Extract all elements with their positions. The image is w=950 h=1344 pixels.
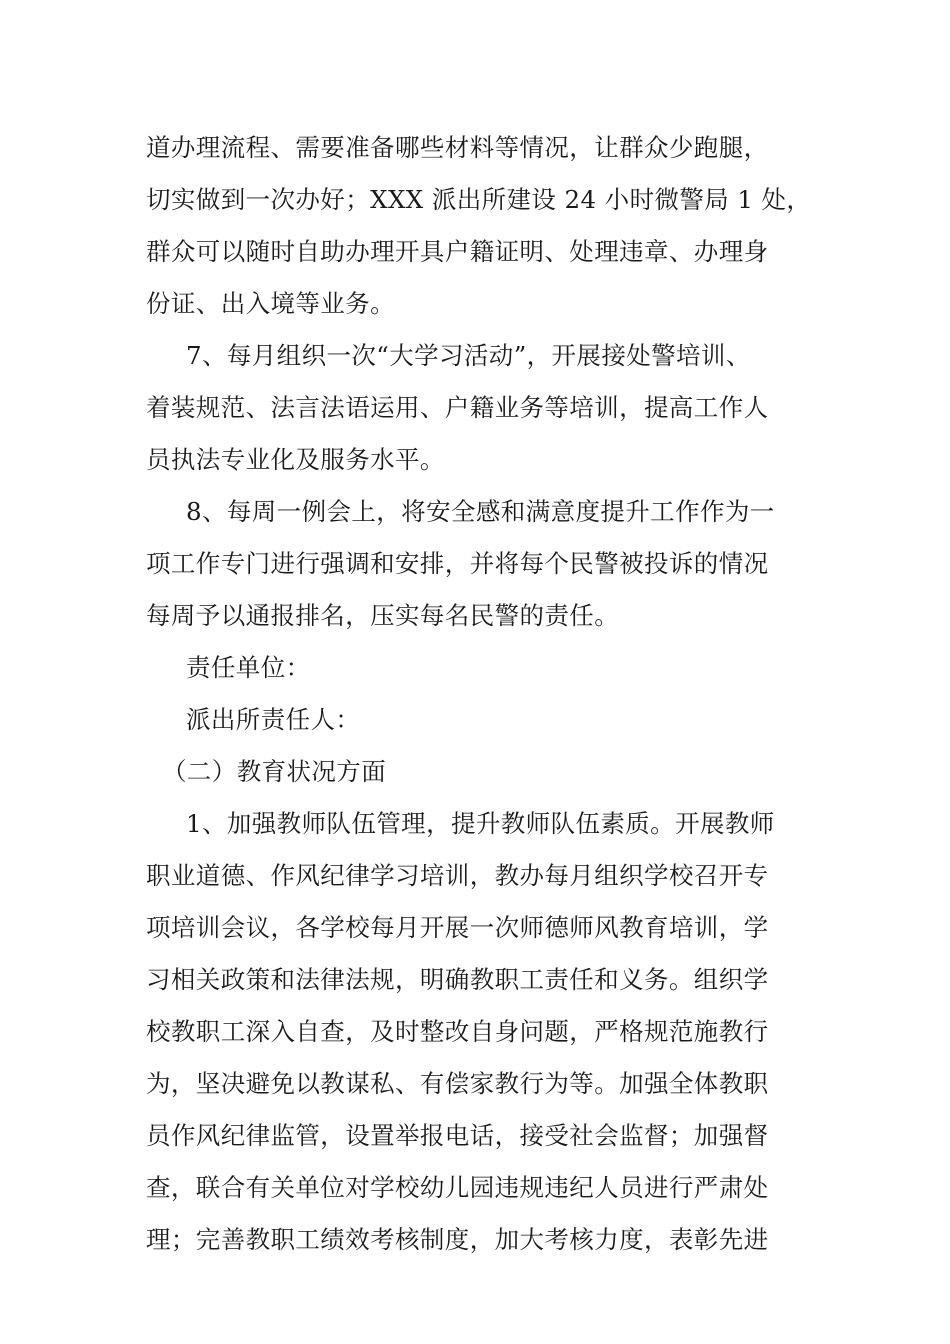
text-line-6: 着装规范、法言法语运用、户籍业务等培训，提高工作人	[146, 393, 769, 422]
text-line-3: 群众可以随时自助办理开具户籍证明、处理违章、办理身	[146, 237, 769, 266]
text-line-18: 校教职工深入自查，及时整改自身问题，严格规范施教行	[146, 1017, 769, 1046]
text-line-4: 份证、出入境等业务。	[146, 289, 395, 318]
paragraph-8-start: 8、每周一例会上，将安全感和满意度提升工作作为一	[186, 497, 775, 526]
text-line-7: 员执法专业化及服务水平。	[146, 445, 445, 474]
text-line-16: 项培训会议，各学校每月开展一次师德师风教育培训，学	[146, 913, 769, 942]
text-line-1: 道办理流程、需要准备哪些材料等情况，让群众少跑腿，	[146, 133, 769, 162]
text-line-15: 职业道德、作风纪律学习培训，教办每月组织学校召开专	[146, 861, 769, 890]
text-line-22: 理；完善教职工绩效考核制度，加大考核力度，表彰先进	[146, 1225, 769, 1254]
text-line-20: 员作风纪律监管，设置举报电话，接受社会监督；加强督	[146, 1121, 769, 1150]
section-heading-education: （二）教育状况方面	[162, 757, 387, 786]
paragraph-1-start: 1、加强教师队伍管理，提升教师队伍素质。开展教师	[186, 809, 775, 838]
text-line-10: 每周予以通报排名，压实每名民警的责任。	[146, 601, 620, 630]
responsible-person-label: 派出所责任人：	[186, 705, 361, 734]
text-line-19: 为，坚决避免以教谋私、有偿家教行为等。加强全体教职	[146, 1069, 769, 1098]
paragraph-7-start: 7、每月组织一次“大学习活动”，开展接处警培训、	[186, 341, 751, 370]
responsible-unit-label: 责任单位：	[186, 653, 311, 682]
text-line-9: 项工作专门进行强调和安排，并将每个民警被投诉的情况	[146, 549, 769, 578]
text-line-21: 查，联合有关单位对学校幼儿园违规违纪人员进行严肃处	[146, 1173, 769, 1202]
text-line-2: 切实做到一次办好；XXX 派出所建设 24 小时微警局 1 处，	[146, 185, 812, 214]
text-line-17: 习相关政策和法律法规，明确教职工责任和义务。组织学	[146, 965, 769, 994]
